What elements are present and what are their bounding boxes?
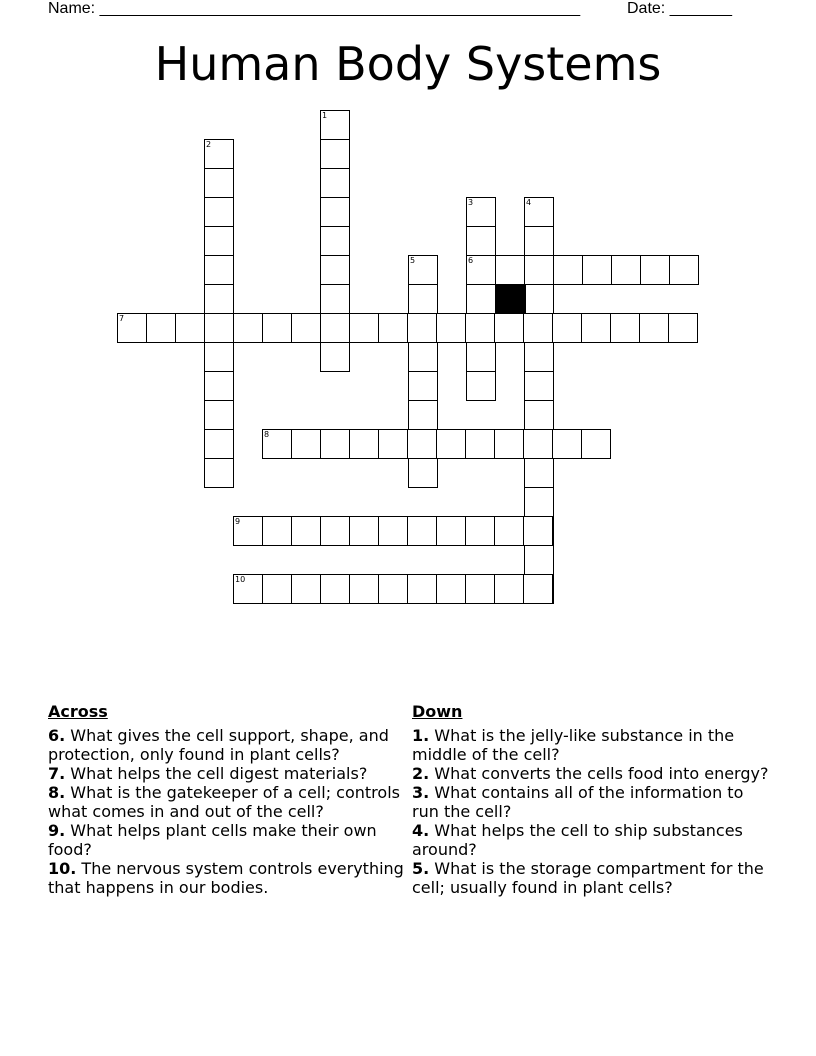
crossword-cell[interactable]: [581, 429, 611, 459]
crossword-cell[interactable]: [320, 574, 350, 604]
down-heading: Down: [412, 702, 463, 721]
crossword-cell[interactable]: [320, 429, 350, 459]
crossword-cell[interactable]: [466, 226, 496, 256]
date-field-label: Date: _______: [627, 0, 732, 17]
crossword-cell[interactable]: [408, 458, 438, 488]
crossword-cell[interactable]: [408, 400, 438, 430]
crossword-cell[interactable]: [320, 226, 350, 256]
crossword-cell[interactable]: [291, 429, 321, 459]
crossword-cell[interactable]: [233, 313, 263, 343]
clue-item-number: 7.: [48, 764, 66, 783]
clue-number: 7: [119, 314, 125, 323]
crossword-cell[interactable]: [466, 284, 496, 314]
crossword-cell[interactable]: [233, 516, 263, 546]
crossword-cell[interactable]: [378, 574, 408, 604]
crossword-cell[interactable]: [466, 371, 496, 401]
crossword-cell[interactable]: [523, 574, 553, 604]
crossword-cell[interactable]: [262, 516, 292, 546]
crossword-cell[interactable]: [523, 313, 553, 343]
crossword-cell[interactable]: [408, 371, 438, 401]
crossword-cell[interactable]: [349, 574, 379, 604]
clue-item-number: 6.: [48, 726, 66, 745]
crossword-cell[interactable]: [494, 574, 524, 604]
crossword-cell[interactable]: [524, 400, 554, 430]
crossword-cell[interactable]: [465, 574, 495, 604]
clue-item-text: What helps the cell digest materials?: [65, 764, 368, 783]
crossword-cell[interactable]: [204, 458, 234, 488]
crossword-cell[interactable]: [524, 342, 554, 372]
crossword-cell[interactable]: [494, 516, 524, 546]
crossword-cell[interactable]: [320, 110, 350, 140]
crossword-cell[interactable]: [117, 313, 147, 343]
clue-item: [48, 764, 408, 783]
crossword-cell[interactable]: [204, 139, 234, 169]
crossword-cell[interactable]: [204, 168, 234, 198]
crossword-cell[interactable]: [204, 400, 234, 430]
crossword-cell[interactable]: [408, 284, 438, 314]
crossword-cell[interactable]: [465, 429, 495, 459]
crossword-cell[interactable]: [320, 284, 350, 314]
crossword-cell[interactable]: [378, 313, 408, 343]
crossword-cell[interactable]: [436, 429, 466, 459]
crossword-cell[interactable]: [407, 429, 437, 459]
crossword-cell[interactable]: [320, 197, 350, 227]
clue-item-text: What helps the cell to ship substances around?: [412, 821, 743, 859]
page-title: Human Body Systems: [154, 37, 662, 91]
crossword-cell[interactable]: [262, 313, 292, 343]
clue-number: 9: [235, 517, 241, 526]
clue-item-number: 8.: [48, 783, 66, 802]
crossword-cell[interactable]: [524, 255, 554, 285]
crossword-cell[interactable]: [204, 429, 234, 459]
crossword-cell[interactable]: [349, 429, 379, 459]
across-heading: Across: [48, 702, 108, 721]
crossword-cell[interactable]: [262, 429, 292, 459]
crossword-cell[interactable]: [465, 313, 495, 343]
clue-item: [412, 859, 772, 897]
clue-number: 4: [526, 198, 532, 207]
clue-item-text: What gives the cell support, shape, and protection, only found in plant cells?: [48, 726, 389, 764]
crossword-cell[interactable]: [408, 342, 438, 372]
clue-item: [48, 821, 408, 859]
clue-item-number: 10.: [48, 859, 77, 878]
crossword-cell[interactable]: [436, 516, 466, 546]
crossword-cell[interactable]: [320, 313, 350, 343]
crossword-cell[interactable]: [494, 429, 524, 459]
crossword-cell[interactable]: [204, 342, 234, 372]
crossword-cell[interactable]: [320, 255, 350, 285]
crossword-cell[interactable]: [523, 429, 553, 459]
crossword-cell[interactable]: [552, 313, 582, 343]
across-clue-list: [48, 726, 408, 897]
crossword-cell[interactable]: [408, 255, 438, 285]
clue-item-text: The nervous system controls everything that happens in our bodies.: [48, 859, 404, 897]
clue-number: 3: [468, 198, 474, 207]
crossword-cell[interactable]: [524, 371, 554, 401]
clue-item-number: 1.: [412, 726, 430, 745]
crossword-cell[interactable]: [407, 516, 437, 546]
crossword-cell[interactable]: [581, 313, 611, 343]
crossword-cell[interactable]: [669, 255, 699, 285]
clue-item-text: What helps plant cells make their own food?: [48, 821, 377, 859]
crossword-cell[interactable]: [291, 574, 321, 604]
clue-item: [412, 783, 772, 821]
crossword-cell[interactable]: [668, 313, 698, 343]
crossword-cell[interactable]: [204, 226, 234, 256]
crossword-cell[interactable]: [204, 255, 234, 285]
clue-number: 5: [410, 256, 416, 265]
clue-item-number: 2.: [412, 764, 430, 783]
crossword-cell[interactable]: [320, 168, 350, 198]
clue-item-text: What is the jelly-like substance in the middle of the cell?: [412, 726, 735, 764]
clue-item: [48, 783, 408, 821]
crossword-cell[interactable]: [524, 487, 554, 517]
crossword-cell[interactable]: [466, 255, 496, 285]
crossword-cell[interactable]: [523, 516, 553, 546]
crossword-cell[interactable]: [524, 197, 554, 227]
down-clues: [412, 702, 772, 897]
crossword-cell[interactable]: [494, 313, 524, 343]
crossword-cell[interactable]: [407, 313, 437, 343]
crossword-cell[interactable]: [233, 574, 263, 604]
crossword-cell[interactable]: [582, 255, 612, 285]
clue-item-text: What is the storage compartment for the cell; usually found in plant cells?: [412, 859, 764, 897]
crossword-cell[interactable]: [495, 255, 525, 285]
clue-item-text: What contains all of the information to run the cell?: [412, 783, 744, 821]
clue-item: [412, 821, 772, 859]
crossword-cell[interactable]: [436, 574, 466, 604]
crossword-cell[interactable]: [320, 516, 350, 546]
crossword-cell[interactable]: [349, 313, 379, 343]
crossword-cell[interactable]: [291, 313, 321, 343]
clue-item-text: What is the gatekeeper of a cell; controls what comes in and out of the cell?: [48, 783, 400, 821]
clue-item: [48, 726, 408, 764]
crossword-cell[interactable]: [466, 342, 496, 372]
crossword-cell[interactable]: [611, 255, 641, 285]
clue-number: 10: [235, 575, 246, 584]
crossword-cell[interactable]: [524, 458, 554, 488]
crossword-cell[interactable]: [465, 516, 495, 546]
crossword-cell[interactable]: [640, 255, 670, 285]
name-field-label: Name: ______________________________________________________: [48, 0, 581, 17]
crossword-cell[interactable]: [378, 429, 408, 459]
clue-item-number: 9.: [48, 821, 66, 840]
clue-item: [412, 764, 772, 783]
crossword-cell[interactable]: [466, 197, 496, 227]
crossword-cell[interactable]: [378, 516, 408, 546]
crossword-black-cell: [496, 284, 526, 314]
down-clue-list: [412, 726, 772, 897]
crossword-cell[interactable]: [639, 313, 669, 343]
crossword-cell[interactable]: [320, 342, 350, 372]
crossword-cell[interactable]: [524, 226, 554, 256]
clue-number: 8: [264, 430, 270, 439]
crossword-cell[interactable]: [204, 371, 234, 401]
crossword-cell[interactable]: [553, 255, 583, 285]
crossword-cell[interactable]: [436, 313, 466, 343]
clue-item-number: 3.: [412, 783, 430, 802]
clue-item: [48, 859, 408, 897]
clue-item-number: 4.: [412, 821, 430, 840]
crossword-cell[interactable]: [524, 284, 554, 314]
crossword-cell[interactable]: [407, 574, 437, 604]
crossword-cell[interactable]: [204, 284, 234, 314]
clue-item-number: 5.: [412, 859, 430, 878]
crossword-cell[interactable]: [175, 313, 205, 343]
crossword-cell[interactable]: [262, 574, 292, 604]
clue-item-text: What converts the cells food into energy?: [429, 764, 769, 783]
across-clues: [48, 702, 408, 897]
clue-item: [412, 726, 772, 764]
clue-number: 6: [468, 256, 474, 265]
crossword-cell[interactable]: [146, 313, 176, 343]
crossword-cell[interactable]: [204, 197, 234, 227]
crossword-cell[interactable]: [349, 516, 379, 546]
crossword-cell[interactable]: [524, 545, 554, 575]
crossword-cell[interactable]: [552, 429, 582, 459]
clue-number: 2: [206, 140, 212, 149]
crossword-cell[interactable]: [610, 313, 640, 343]
crossword-cell[interactable]: [204, 313, 234, 343]
clue-number: 1: [322, 111, 328, 120]
crossword-cell[interactable]: [291, 516, 321, 546]
crossword-cell[interactable]: [320, 139, 350, 169]
